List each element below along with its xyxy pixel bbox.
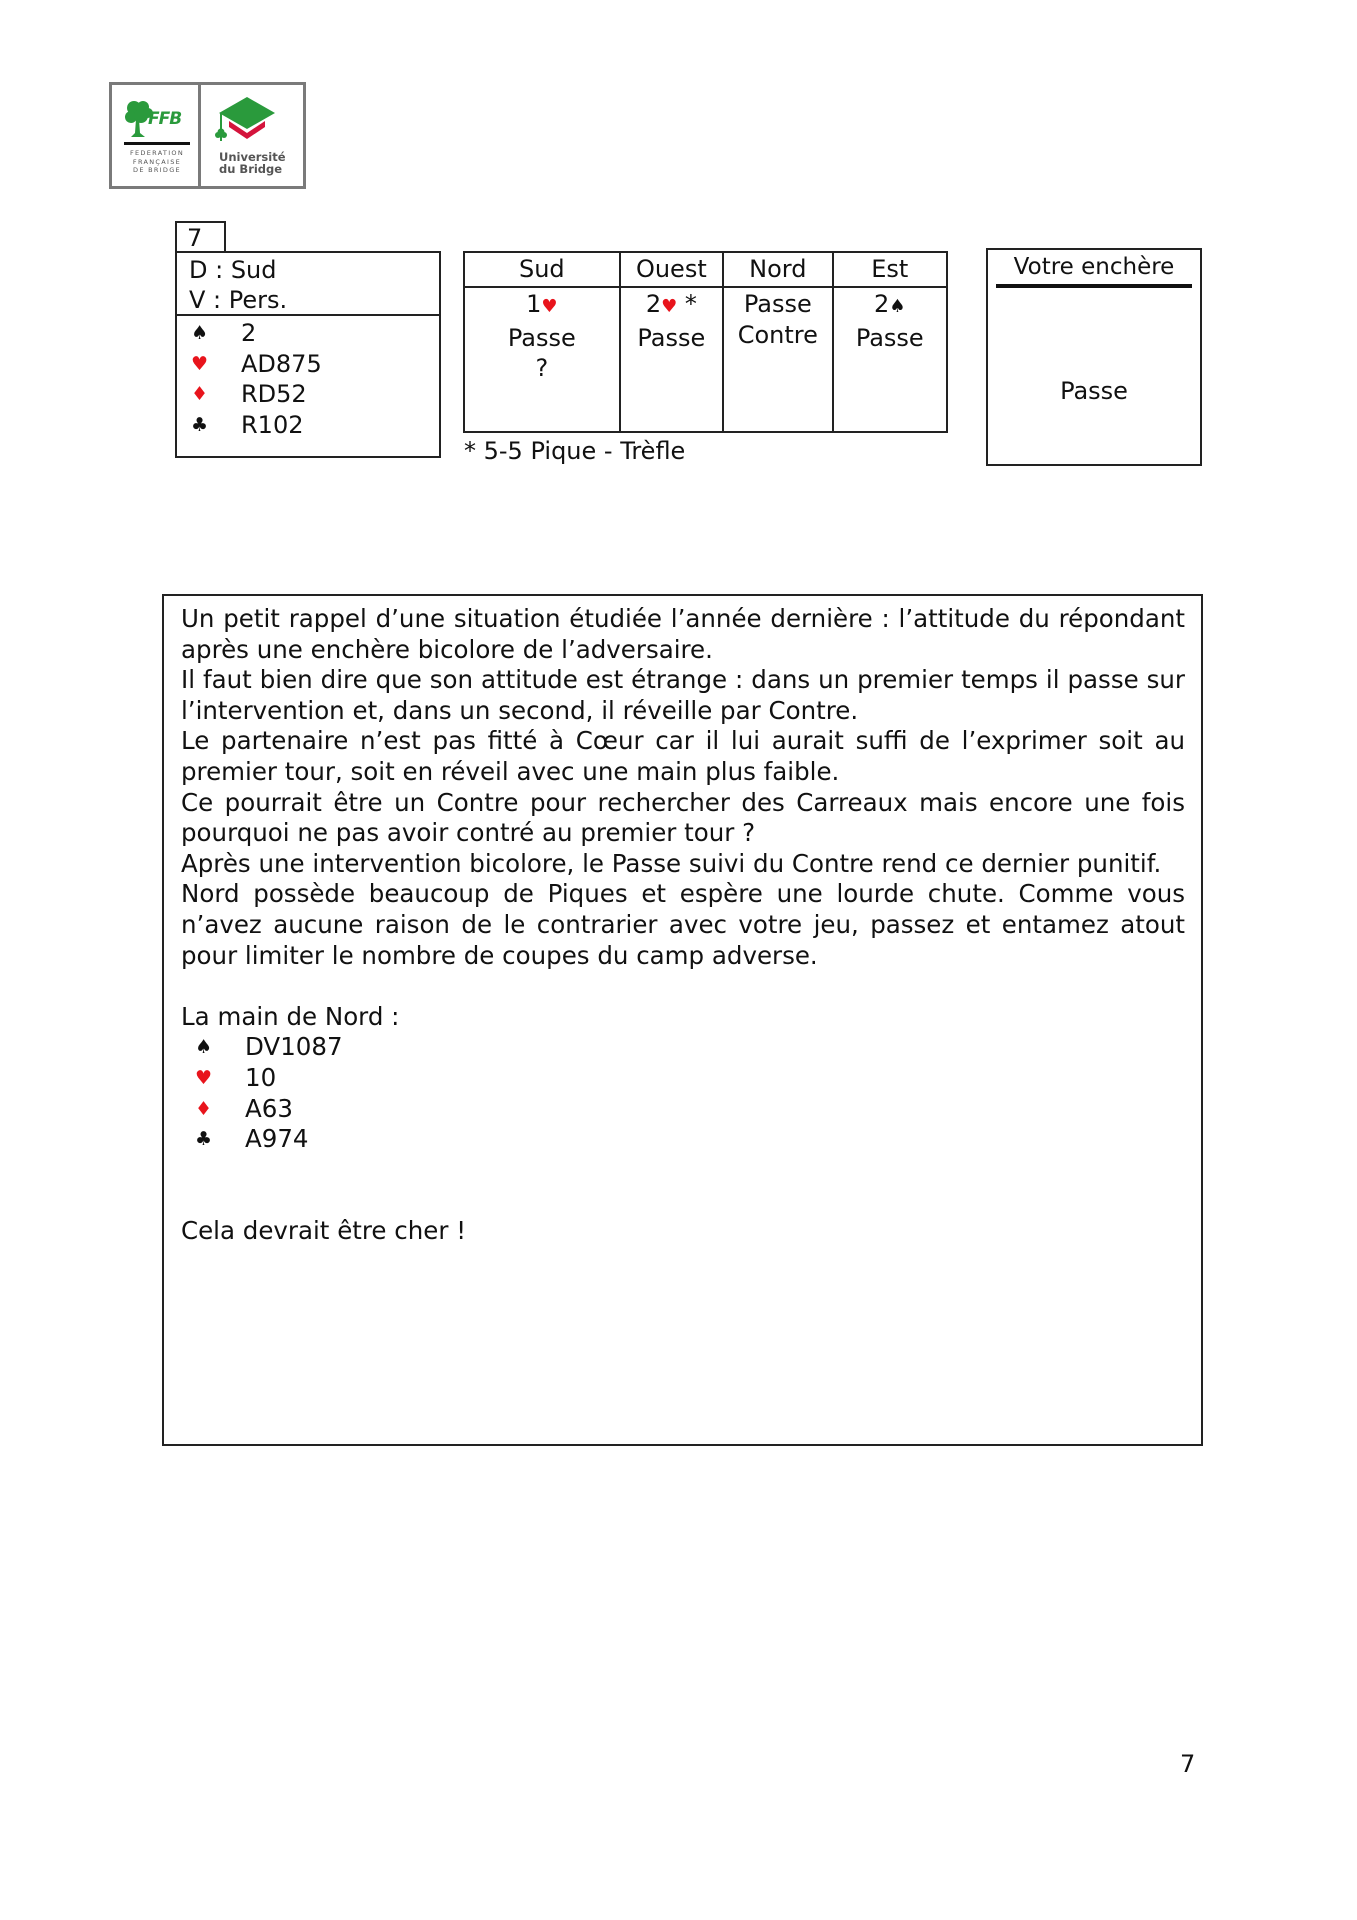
header-ouest: Ouest <box>620 252 723 287</box>
header-est: Est <box>833 252 947 287</box>
bid <box>465 289 619 323</box>
closing-remark: Cela devrait être cher ! <box>181 1215 467 1245</box>
university-logo <box>201 85 303 186</box>
bid-level: 1 <box>526 290 542 318</box>
bid <box>621 289 722 323</box>
suit-cards: R102 <box>241 410 304 439</box>
bidding-body-row <box>464 287 947 432</box>
deal-info <box>177 253 439 316</box>
bid: Contre <box>737 320 818 349</box>
commentary-paragraph: Ce pourrait être un Contre pour rechercher des Carreaux mais encore une fois pourquoi ne pas avoir contré au premier tour ? <box>181 787 1185 848</box>
suit-cards: 10 <box>245 1062 277 1092</box>
your-bid-title: Votre enchère <box>1013 254 1175 280</box>
ffb-subtitle <box>122 149 192 175</box>
north-hand-title: La main de Nord : <box>181 1001 400 1031</box>
bid-footnote-marker: * <box>677 290 697 318</box>
suit-row-diamonds <box>191 379 439 410</box>
spade-icon: ♠ <box>191 322 209 344</box>
bid-question: ? <box>535 354 549 382</box>
heart-icon: ♥ <box>195 1066 213 1089</box>
ffb-subtitle-line: DE BRIDGE <box>133 166 181 174</box>
header-sud: Sud <box>464 252 620 287</box>
bid: Passe <box>637 323 706 352</box>
club-icon: ♣ <box>195 1128 213 1151</box>
commentary-paragraph: Un petit rappel d’une situation étudiée l’année dernière : l’attitude du répondant après une enchère bicolore de l’adversaire. <box>181 604 1185 664</box>
bid: Passe <box>743 290 812 318</box>
bidding-footnote: * 5-5 Pique - Trèfle <box>464 437 686 465</box>
logo-divider <box>124 142 190 145</box>
suit-row-hearts <box>191 349 439 380</box>
bids-ouest <box>620 287 723 432</box>
dealer: D : Sud <box>189 256 277 284</box>
header-nord: Nord <box>723 252 832 287</box>
ffb-logo <box>112 85 201 186</box>
suit-row-clubs <box>191 410 439 441</box>
heart-icon: ♥ <box>191 352 209 375</box>
bid-level: 2 <box>874 290 890 318</box>
ffb-subtitle-line: FRANÇAISE <box>132 157 182 166</box>
bid-level: 2 <box>645 290 662 318</box>
commentary-paragraph: Après une intervention bicolore, le Passe suivi du Contre rend ce dernier punitif. <box>181 848 1162 878</box>
suit-cards: RD52 <box>241 380 307 408</box>
bid: Passe <box>855 323 924 352</box>
north-hand <box>181 1032 1185 1154</box>
ffb-subtitle-line: FEDERATION <box>129 149 185 157</box>
page-number: 7 <box>1180 1750 1196 1778</box>
commentary-paragraph: Il faut bien dire que son attitude est étrange : dans un premier temps il passe sur l’intervention et, dans un second, il réveille par Contre. <box>181 665 1185 725</box>
suit-row-diamonds <box>195 1094 1185 1125</box>
suit-row-spades <box>195 1032 1185 1063</box>
club-icon: ♣ <box>191 413 209 436</box>
bidding-table <box>463 251 948 433</box>
south-hand <box>177 316 439 440</box>
title-underline <box>996 284 1192 288</box>
suit-row-spades <box>191 318 439 349</box>
spade-icon: ♠ <box>889 296 906 317</box>
your-bid-answer: Passe <box>1060 377 1128 405</box>
suit-row-clubs <box>195 1124 1185 1155</box>
ffb-mark: FFB <box>148 109 182 129</box>
suit-cards: DV1087 <box>245 1032 343 1062</box>
vulnerability: V : Pers. <box>189 286 288 314</box>
commentary-text <box>181 604 1185 971</box>
bids-nord <box>723 287 832 432</box>
bidding-header-row <box>464 252 947 287</box>
deal-number: 7 <box>175 221 226 253</box>
university-name <box>219 151 286 175</box>
commentary-paragraph: Le partenaire n’est pas fitté à Cœur car il lui aurait suffi de l’exprimer soit au premier tour, soit en réveil avec une main plus faible. <box>181 726 1185 786</box>
diamond-icon: ♦ <box>195 1097 213 1120</box>
university-name-line: du Bridge <box>219 162 283 176</box>
bids-est <box>833 287 947 432</box>
suit-cards: 2 <box>241 319 257 347</box>
your-bid-box <box>986 248 1202 466</box>
university-name-line: Université <box>219 150 286 164</box>
commentary-box <box>162 594 1203 1446</box>
bids-sud <box>464 287 620 432</box>
bid: Passe <box>507 323 576 352</box>
ffb-university-logo <box>109 82 306 189</box>
commentary-paragraph: Nord possède beaucoup de Piques et espère une lourde chute. Comme vous n’avez aucune raison de le contrarier avec votre jeu, passez et entamez atout pour limiter le nombre de coupes du camp adverse. <box>181 879 1185 970</box>
spade-icon: ♠ <box>195 1036 213 1059</box>
diamond-icon: ♦ <box>191 383 209 405</box>
suit-row-hearts <box>195 1063 1185 1094</box>
heart-icon: ♥ <box>541 296 558 317</box>
heart-icon: ♥ <box>661 296 678 317</box>
bid <box>834 289 946 323</box>
south-hand-box <box>175 251 441 458</box>
suit-cards: A63 <box>245 1093 293 1123</box>
suit-cards: A974 <box>245 1124 309 1154</box>
graduation-cap-icon <box>209 95 299 147</box>
suit-cards: AD875 <box>241 349 322 378</box>
